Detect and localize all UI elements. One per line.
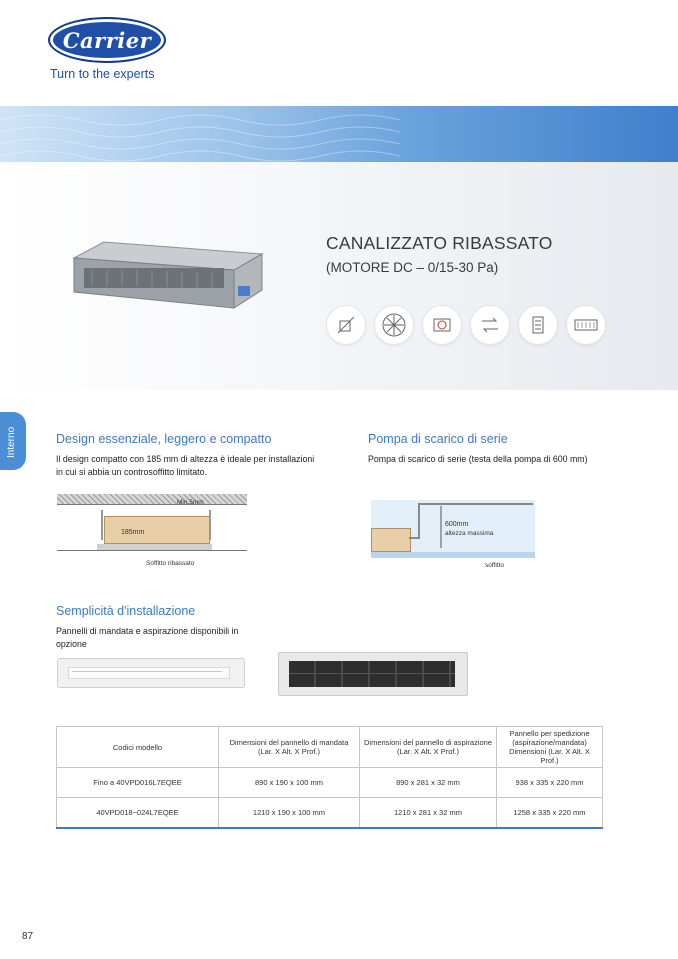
header-banner [0, 106, 678, 162]
section1-text: Il design compatto con 185 mm di altezza è ideale per installazioni in cui si abbia un controsoffitto limitato. [56, 454, 315, 477]
table-header-row [57, 727, 603, 768]
dc-motor-icon [422, 305, 462, 345]
table-cell: 890 x 190 x 100 mm [219, 768, 360, 798]
table-header-cell: Pannello per spedizione (aspirazione/mandata) Dimensioni (Lar. X Alt. X Prof.) [497, 727, 603, 768]
product-subtitle: (MOTORE DC – 0/15-30 Pa) [326, 260, 499, 275]
duct-unit-image [62, 236, 272, 316]
table-cell: 1210 x 281 x 32 mm [360, 798, 497, 828]
ceiling-label: Soffitto ribassato [146, 560, 195, 567]
table-cell: 1210 x 190 x 100 mm [219, 798, 360, 828]
duct-unit-icon [566, 305, 606, 345]
table-cell: 938 x 335 x 220 mm [497, 768, 603, 798]
pump-height-label: 600mm [445, 521, 469, 528]
logo-text: Carrier [62, 27, 152, 53]
section2-title: Pompa di scarico di serie [368, 432, 508, 446]
table-cell: 1258 x 335 x 220 mm [497, 798, 603, 828]
table-cell: Fino a 40VPD016L7EQEE [57, 768, 219, 798]
table-row [57, 798, 603, 828]
section2-text: Pompa di scarico di serie (testa della pompa di 600 mm) [368, 454, 588, 464]
height-185-label: 185mm [121, 529, 145, 536]
dimension-icon [326, 305, 366, 345]
table-cell: 890 x 281 x 32 mm [360, 768, 497, 798]
compact-design-diagram [57, 494, 247, 574]
return-panel-image [278, 652, 468, 696]
section3-text: Pannelli di mandata e aspirazione disponibili in opzione [56, 626, 239, 649]
page-number: 87 [22, 931, 34, 942]
wave-pattern [0, 106, 678, 162]
side-tab [0, 412, 26, 470]
section3-title: Semplicità d'installazione [56, 604, 196, 618]
section1-title: Design essenziale, leggero e compatto [56, 432, 272, 446]
supply-panel-image [57, 658, 245, 688]
pump-icon [518, 305, 558, 345]
table-row [57, 768, 603, 798]
min-gap-label: Min.5mm [177, 499, 204, 506]
product-title: CANALIZZATO RIBASSATO [326, 233, 553, 253]
dimensions-table [56, 726, 603, 829]
drain-pump-diagram [371, 496, 535, 574]
side-tab-label: Interno [6, 426, 17, 458]
fan-icon [374, 305, 414, 345]
pump-ceiling-label: soffitto [485, 562, 505, 569]
carrier-logo [48, 17, 166, 63]
table-cell: 40VPD018~024L7EQEE [57, 798, 219, 828]
table-header-cell: Codici modello [57, 727, 219, 768]
table-header-cell: Dimensioni del pannello di aspirazione (Lar. X Alt. X Prof.) [360, 727, 497, 768]
feature-icons [326, 305, 606, 345]
table-header-cell: Dimensioni del pannello di mandata (Lar. X Alt. X Prof.) [219, 727, 360, 768]
pump-max-label: altezza massima [445, 530, 494, 537]
airflow-icon [470, 305, 510, 345]
tagline: Turn to the experts [50, 67, 155, 81]
